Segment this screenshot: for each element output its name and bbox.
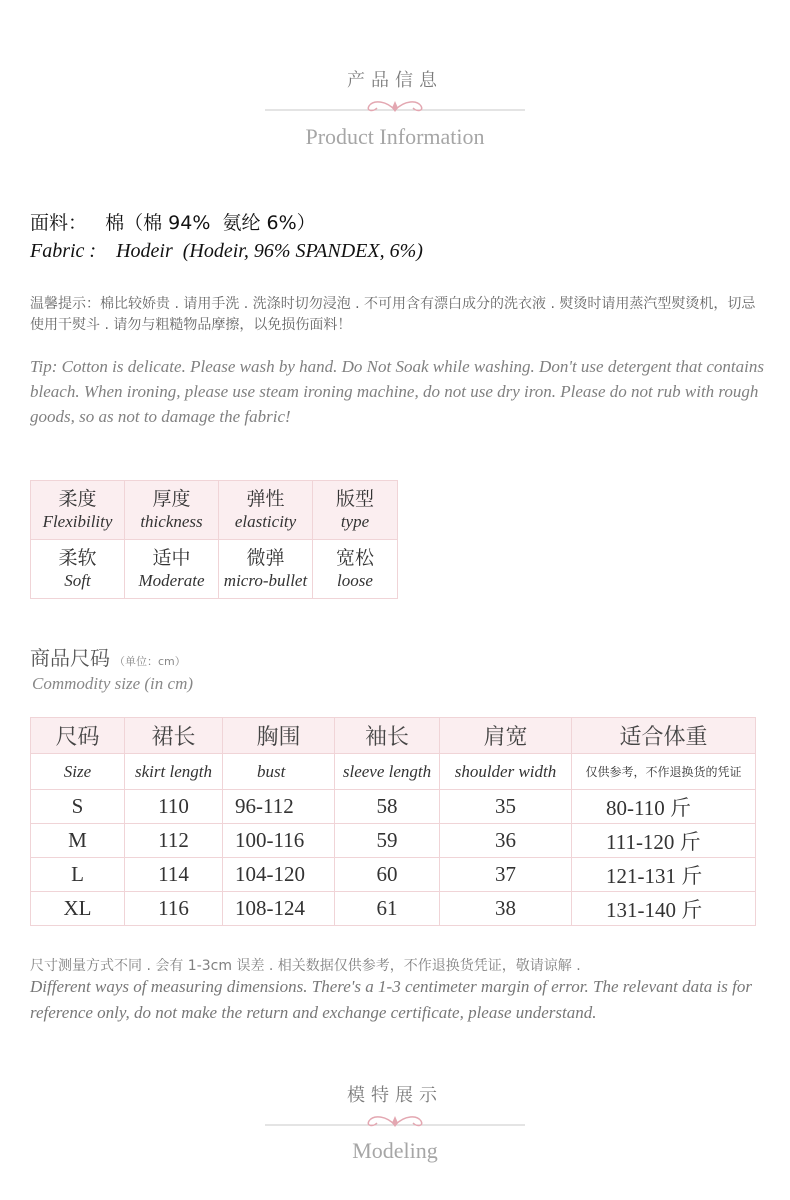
attribute-value-en: micro-bullet (223, 571, 308, 590)
attribute-cell (219, 481, 313, 540)
attribute-cell (313, 481, 398, 540)
size-cell: 114 (125, 858, 223, 892)
size-header-row-en (31, 754, 756, 790)
size-cell: M (31, 824, 125, 858)
size-cell: 35 (440, 790, 572, 824)
weight-disclaimer: 仅供参考，不作退换货的凭证 (572, 754, 756, 790)
fabric-attributes-table (30, 480, 398, 599)
attribute-cell (219, 540, 313, 599)
size-cell: XL (31, 892, 125, 926)
attribute-value-cn: 柔软 (58, 547, 97, 569)
size-header-cell: bust (223, 754, 335, 790)
attribute-value-cn: 宽松 (335, 547, 374, 569)
size-header-cell: 胸围 (223, 718, 335, 754)
attribute-cell (31, 540, 125, 599)
size-cell: 110 (125, 790, 223, 824)
table-row (31, 892, 756, 926)
measurement-note-cn: 尺寸测量方式不同 . 会有 1-3cm 误差 . 相关数据仅供参考，不作退换货凭证，敬请谅解 . (30, 958, 581, 974)
product-info-title-cn: 产品信息 (347, 70, 443, 91)
size-unit: （单位：cm） (114, 655, 186, 668)
divider-ornament-icon (265, 97, 525, 117)
fabric-en: Fabric : Hodeir (Hodeir, 96% SPANDEX, 6%) (30, 240, 423, 262)
attribute-values-row (31, 540, 398, 599)
size-cell: 104-120 (223, 858, 335, 892)
table-row (31, 790, 756, 824)
size-section-title (30, 642, 186, 671)
size-cell: 131-140 斤 (572, 892, 756, 926)
table-row (31, 858, 756, 892)
size-title-cn: 商品尺码 (30, 646, 110, 670)
attribute-value-en: Moderate (138, 571, 205, 590)
size-cell: 58 (335, 790, 440, 824)
attribute-name-cn: 版型 (335, 488, 374, 510)
size-cell: L (31, 858, 125, 892)
size-cell: 111-120 斤 (572, 824, 756, 858)
size-cell: 80-110 斤 (572, 790, 756, 824)
size-cell: 96-112 (223, 790, 335, 824)
size-cell: 112 (125, 824, 223, 858)
size-header-cell: Size (31, 754, 125, 790)
size-header-cell: 袖长 (335, 718, 440, 754)
attribute-name-cn: 厚度 (152, 488, 191, 510)
size-cell: 100-116 (223, 824, 335, 858)
size-header-cell: sleeve length (335, 754, 440, 790)
size-header-cell: 裙长 (125, 718, 223, 754)
attribute-cell (125, 540, 219, 599)
size-cell: 121-131 斤 (572, 858, 756, 892)
attribute-cell (125, 481, 219, 540)
attribute-name-en: Flexibility (42, 512, 113, 531)
size-cell: S (31, 790, 125, 824)
attribute-name-en: elasticity (234, 512, 297, 531)
table-row (31, 824, 756, 858)
size-header-cell: 适合体重 (572, 718, 756, 754)
attribute-cell (313, 540, 398, 599)
size-cell: 38 (440, 892, 572, 926)
divider-ornament-icon (265, 1112, 525, 1132)
size-table (30, 717, 756, 926)
attribute-value-en: loose (337, 571, 373, 590)
care-notice-cn: 温馨提示：棉比较娇贵 . 请用手洗 . 洗涤时切勿浸泡 . 不可用含有漂白成分的洗衣液 . 熨烫时请用蒸汽型熨烫机，切忌使用干熨斗 . 请勿与粗糙物品摩擦，以免损伤面料！ (30, 296, 756, 333)
attribute-cell (31, 481, 125, 540)
attribute-value-en: Soft (64, 571, 91, 590)
attribute-value-cn: 适中 (152, 547, 191, 569)
attribute-name-cn: 柔度 (58, 488, 97, 510)
attribute-name-cn: 弹性 (246, 488, 285, 510)
size-cell: 61 (335, 892, 440, 926)
size-header-row-cn (31, 718, 756, 754)
attribute-names-row (31, 481, 398, 540)
size-cell: 108-124 (223, 892, 335, 926)
attribute-value-cn: 微弹 (246, 547, 285, 569)
size-cell: 37 (440, 858, 572, 892)
product-info-title-en: Product Information (305, 124, 485, 149)
modeling-title-en: Modeling (352, 1138, 438, 1163)
size-cell: 116 (125, 892, 223, 926)
size-cell: 60 (335, 858, 440, 892)
care-notice-en: Tip: Cotton is delicate. Please wash by hand. Do Not Soak while washing. Don't use detergent that contains bleach. When ironing, please use steam ironing machine, do not use dry iron. Please do not rub with rough goods, so as not to damage the fabric! (30, 357, 764, 426)
size-header-cell: 尺码 (31, 718, 125, 754)
size-header-cell: shoulder width (440, 754, 572, 790)
size-section-title-en: Commodity size (in cm) (32, 674, 194, 693)
modeling-title-cn: 模特展示 (347, 1085, 443, 1106)
attribute-name-en: type (340, 512, 370, 531)
size-header-cell: skirt length (125, 754, 223, 790)
size-cell: 36 (440, 824, 572, 858)
measurement-note-en: Different ways of measuring dimensions. There's a 1-3 centimeter margin of error. The relevant data is for reference only, do not make the return and exchange certificate, please understand. (30, 977, 752, 1022)
size-header-cell: 肩宽 (440, 718, 572, 754)
fabric-cn: 面料： 棉（棉 94% 氨纶 6%） (30, 212, 316, 234)
size-cell: 59 (335, 824, 440, 858)
attribute-name-en: thickness (140, 512, 203, 531)
